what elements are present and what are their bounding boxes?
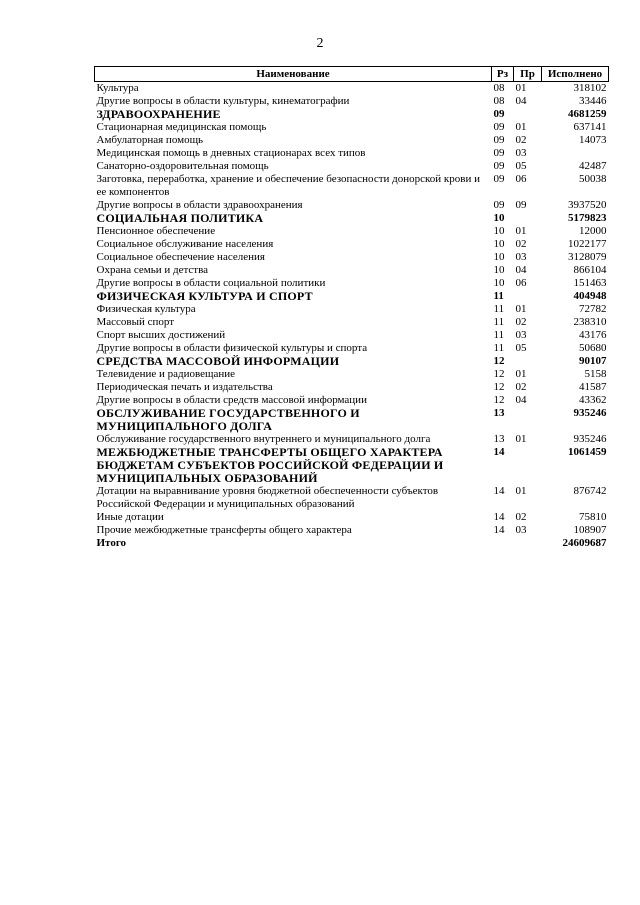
- row-value: 75810: [579, 511, 607, 523]
- row-pr-code: 01: [515, 433, 527, 445]
- row-rz-code: 09: [493, 134, 505, 146]
- row-rz-code: 13: [493, 407, 505, 419]
- row-name: Другие вопросы в области здравоохранения: [96, 199, 303, 211]
- row-name: Медицинская помощь в дневных стационарах всех типов: [96, 147, 366, 159]
- row-value: 12000: [579, 225, 607, 237]
- row-name: Социальное обслуживание населения: [96, 238, 274, 250]
- row-rz-code: 09: [493, 160, 505, 172]
- row-name: Другие вопросы в области культуры, кинематографии: [96, 95, 350, 107]
- table-row: [95, 381, 609, 394]
- row-value: 866104: [573, 264, 607, 276]
- table-row: [95, 225, 609, 238]
- row-rz-code: 10: [493, 264, 505, 276]
- table-row: [95, 329, 609, 342]
- header-value: Исполнено: [542, 67, 609, 82]
- row-rz-code: 11: [493, 316, 505, 328]
- table-row: [95, 134, 609, 147]
- row-pr-code: 02: [515, 134, 527, 146]
- row-value: 14073: [579, 134, 607, 146]
- row-pr-code: [514, 355, 542, 368]
- row-rz-code: 14: [493, 485, 505, 497]
- row-rz-code: 08: [493, 95, 505, 107]
- page-number: 2: [316, 36, 324, 51]
- row-rz-code: 09: [493, 199, 505, 211]
- row-value: 33446: [579, 95, 607, 107]
- row-name: Охрана семьи и детства: [96, 264, 209, 276]
- row-name: Дотации на выравнивание уровня бюджетной обеспеченности субъектов Российской Федерации и муниципальных образований: [96, 485, 439, 510]
- section-row: [95, 355, 609, 368]
- row-name: Иные дотации: [96, 511, 164, 523]
- row-value: 3128079: [568, 251, 607, 263]
- row-pr-code: 05: [515, 160, 527, 172]
- row-value: 5158: [584, 368, 607, 380]
- row-rz-code: 10: [493, 251, 505, 263]
- table-row: [95, 82, 609, 96]
- row-pr-code: [514, 446, 542, 485]
- section-row: [95, 290, 609, 303]
- row-rz-code: 09: [493, 108, 505, 120]
- row-name: Прочие межбюджетные трансферты общего характера: [96, 524, 352, 536]
- row-value: 318102: [573, 82, 607, 94]
- row-rz-code: 09: [493, 121, 505, 133]
- row-pr-code: 01: [515, 303, 527, 315]
- row-name: МЕЖБЮДЖЕТНЫЕ ТРАНСФЕРТЫ ОБЩЕГО ХАРАКТЕРА БЮДЖЕТАМ СУБЪЕКТОВ РОССИЙСКОЙ ФЕДЕРАЦИИ И МУНИЦИПАЛЬНЫХ ОБРАЗОВАНИЙ: [96, 445, 444, 485]
- row-value: 238310: [573, 316, 607, 328]
- row-pr-code: 09: [515, 199, 527, 211]
- section-row: [95, 407, 609, 433]
- row-rz-code: 10: [493, 277, 505, 289]
- row-rz-code: 14: [493, 524, 505, 536]
- row-name: Массовый спорт: [96, 316, 175, 328]
- row-pr-code: 06: [515, 277, 527, 289]
- table-row: [95, 524, 609, 537]
- row-rz-code: 12: [493, 381, 505, 393]
- table-row: [95, 251, 609, 264]
- budget-execution-table: [94, 66, 609, 550]
- row-name: СОЦИАЛЬНАЯ ПОЛИТИКА: [96, 211, 264, 225]
- row-value: 935246: [573, 407, 607, 419]
- row-rz-code: 12: [493, 368, 505, 380]
- row-rz-code: 12: [493, 355, 505, 367]
- row-pr-code: 01: [515, 82, 527, 94]
- row-rz-code: 11: [493, 303, 505, 315]
- row-pr-code: [514, 407, 542, 433]
- row-name: Заготовка, переработка, хранение и обеспечение безопасности донорской крови и ее компонентов: [96, 173, 480, 198]
- row-pr-code: 02: [515, 238, 527, 250]
- row-name: Периодическая печать и издательства: [96, 381, 273, 393]
- row-rz-code: 09: [493, 173, 505, 185]
- row-rz-code: 10: [493, 225, 505, 237]
- table-row: [95, 485, 609, 511]
- row-rz-code: 09: [493, 147, 505, 159]
- row-pr-code: [514, 290, 542, 303]
- row-value: 50038: [579, 173, 607, 185]
- row-name: Итого: [96, 537, 127, 549]
- row-value: 5179823: [568, 212, 607, 224]
- row-rz-code: 13: [493, 433, 505, 445]
- table-row: [95, 316, 609, 329]
- row-value: 50680: [579, 342, 607, 354]
- row-value: 1061459: [568, 446, 607, 458]
- table-row: [95, 147, 609, 160]
- row-value: 42487: [579, 160, 607, 172]
- row-name: Социальное обеспечение населения: [96, 251, 265, 263]
- row-pr-code: 02: [515, 381, 527, 393]
- row-value: 108907: [573, 524, 607, 536]
- row-name: Другие вопросы в области социальной политики: [96, 277, 326, 289]
- row-rz-code: 11: [493, 329, 505, 341]
- row-name: Другие вопросы в области средств массовой информации: [96, 394, 367, 406]
- row-value: 4681259: [568, 108, 607, 120]
- row-name: Другие вопросы в области физической культуры и спорта: [96, 342, 368, 354]
- header-rz: Рз: [492, 67, 514, 82]
- row-pr-code: [514, 108, 542, 121]
- row-value: 24609687: [562, 537, 607, 549]
- row-name: Культура: [96, 82, 139, 94]
- section-row: [95, 446, 609, 485]
- section-row: [95, 108, 609, 121]
- row-rz-code: 14: [493, 446, 505, 458]
- table-row: [95, 303, 609, 316]
- table-row: [95, 264, 609, 277]
- row-value: 72782: [579, 303, 607, 315]
- row-name: ФИЗИЧЕСКАЯ КУЛЬТУРА И СПОРТ: [96, 289, 313, 303]
- row-pr-code: [514, 537, 542, 550]
- row-rz-code: 11: [493, 342, 505, 354]
- row-rz-code: 14: [493, 511, 505, 523]
- row-pr-code: 02: [515, 316, 527, 328]
- row-value: 43176: [579, 329, 607, 341]
- row-rz-code: 12: [493, 394, 505, 406]
- table-row: [95, 121, 609, 134]
- row-pr-code: 03: [515, 251, 527, 263]
- row-name: Стационарная медицинская помощь: [96, 121, 267, 133]
- row-rz-code: 10: [493, 212, 505, 224]
- row-value: 637141: [573, 121, 607, 133]
- row-value: 90107: [579, 355, 607, 367]
- row-value: 876742: [573, 485, 607, 497]
- row-name: Амбулаторная помощь: [96, 134, 204, 146]
- table-row: [95, 160, 609, 173]
- row-rz-code: 08: [493, 82, 505, 94]
- row-value: 404948: [573, 290, 607, 302]
- row-value: 43362: [579, 394, 607, 406]
- row-name: Телевидение и радиовещание: [96, 368, 236, 380]
- table-body: [95, 82, 609, 551]
- row-rz-code: 10: [493, 238, 505, 250]
- row-name: ЗДРАВООХРАНЕНИЕ: [96, 107, 221, 121]
- row-value: 935246: [573, 433, 607, 445]
- header-name: Наименование: [95, 67, 492, 82]
- row-pr-code: 02: [515, 511, 527, 523]
- total-row: [95, 537, 609, 550]
- row-pr-code: 03: [515, 329, 527, 341]
- row-name: ОБСЛУЖИВАНИЕ ГОСУДАРСТВЕННОГО И МУНИЦИПАЛЬНОГО ДОЛГА: [96, 406, 360, 433]
- row-pr-code: 01: [515, 225, 527, 237]
- table-row: [95, 238, 609, 251]
- row-name: Физическая культура: [96, 303, 196, 315]
- row-name: Обслуживание государственного внутреннего и муниципального долга: [96, 433, 431, 445]
- row-value: 41587: [579, 381, 607, 393]
- row-value: 3937520: [568, 199, 607, 211]
- row-pr-code: 01: [515, 368, 527, 380]
- row-pr-code: 06: [515, 173, 527, 185]
- row-pr-code: 03: [515, 147, 527, 159]
- row-value: 151463: [573, 277, 607, 289]
- row-name: Спорт высших достижений: [96, 329, 226, 341]
- row-pr-code: 04: [515, 394, 527, 406]
- row-pr-code: 01: [515, 121, 527, 133]
- header-pr: Пр: [514, 67, 542, 82]
- row-pr-code: 05: [515, 342, 527, 354]
- table-row: [95, 368, 609, 381]
- row-pr-code: [514, 212, 542, 225]
- row-pr-code: 04: [515, 264, 527, 276]
- table-row: [95, 511, 609, 524]
- row-pr-code: 03: [515, 524, 527, 536]
- row-name: СРЕДСТВА МАССОВОЙ ИНФОРМАЦИИ: [96, 354, 340, 368]
- row-rz-code: [492, 537, 514, 550]
- row-value: 1022177: [568, 238, 607, 250]
- table-row: [95, 173, 609, 199]
- row-pr-code: 01: [515, 485, 527, 497]
- row-value: [542, 147, 609, 160]
- row-rz-code: 11: [493, 290, 504, 302]
- row-name: Пенсионное обеспечение: [96, 225, 216, 237]
- section-row: [95, 212, 609, 225]
- row-name: Санаторно-оздоровительная помощь: [96, 160, 269, 172]
- table-header-row: [95, 67, 609, 82]
- row-pr-code: 04: [515, 95, 527, 107]
